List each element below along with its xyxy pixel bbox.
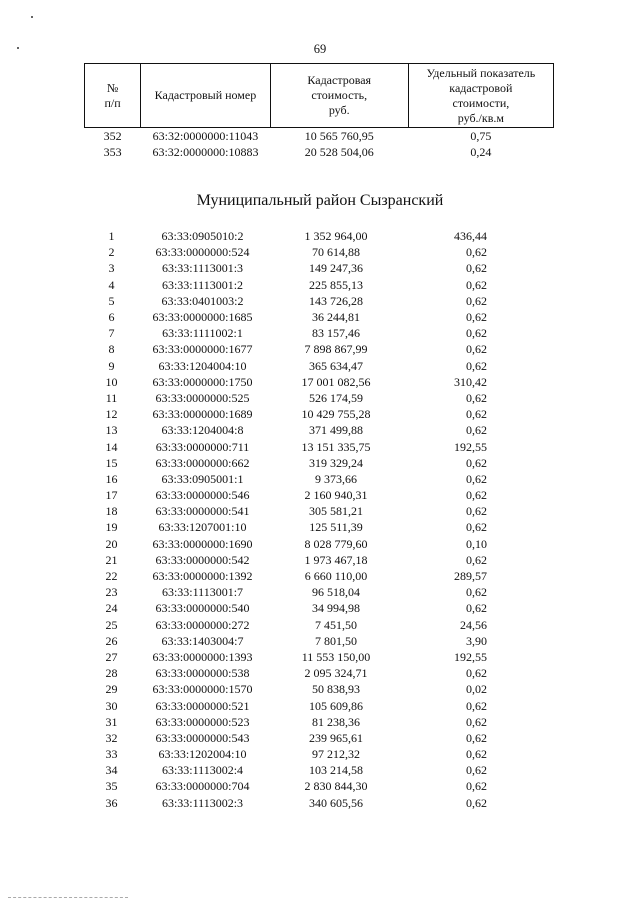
row-number: 21 bbox=[105, 552, 118, 567]
specific-indicator: 192,55 bbox=[454, 439, 487, 454]
cadastral-cost: 2 160 940,31 bbox=[304, 488, 368, 503]
specific-indicator: 0,62 bbox=[466, 326, 487, 341]
cadastral-number: 63:33:0000000:525 bbox=[155, 390, 250, 405]
table-row bbox=[84, 762, 554, 778]
row-number: 32 bbox=[105, 730, 118, 745]
table-row bbox=[85, 128, 554, 145]
row-number: 20 bbox=[105, 536, 118, 551]
specific-indicator: 0,62 bbox=[466, 358, 487, 373]
cadastral-cost: 96 518,04 bbox=[312, 585, 360, 600]
top-rows bbox=[85, 128, 554, 161]
row-number: 6 bbox=[108, 310, 115, 325]
cadastral-number: 63:33:1113002:3 bbox=[161, 795, 244, 810]
cadastral-cost: 125 511,39 bbox=[309, 520, 363, 535]
cadastral-number: 63:33:0905001:1 bbox=[161, 471, 244, 486]
specific-indicator: 0,62 bbox=[466, 714, 487, 729]
cadastral-cost: 34 994,98 bbox=[312, 601, 360, 616]
cadastral-cost: 239 965,61 bbox=[309, 730, 363, 745]
row-number: 14 bbox=[105, 439, 118, 454]
row-number: 33 bbox=[105, 747, 118, 762]
specific-indicator: 0,62 bbox=[466, 293, 487, 308]
row-number: 5 bbox=[108, 293, 115, 308]
cadastral-number: 63:33:1113001:7 bbox=[161, 585, 244, 600]
specific-indicator: 0,62 bbox=[466, 747, 487, 762]
cadastral-cost: 365 634,47 bbox=[309, 358, 363, 373]
table-row bbox=[84, 633, 554, 649]
cadastral-cost: 149 247,36 bbox=[309, 261, 363, 276]
specific-indicator: 0,62 bbox=[466, 488, 487, 503]
cadastral-cost: 526 174,59 bbox=[309, 390, 363, 405]
table-row bbox=[84, 584, 554, 600]
cadastral-cost: 105 609,86 bbox=[309, 698, 363, 713]
table-row bbox=[84, 600, 554, 616]
table-row bbox=[84, 697, 554, 713]
cadastral-number: 63:33:0000000:1689 bbox=[152, 407, 253, 422]
cadastral-number: 63:33:0000000:662 bbox=[155, 455, 250, 470]
cadastral-number: 63:33:1202004:10 bbox=[158, 747, 247, 762]
table-row bbox=[84, 568, 554, 584]
specific-indicator: 0,62 bbox=[466, 504, 487, 519]
row-number: 24 bbox=[105, 601, 118, 616]
row-number: 13 bbox=[105, 423, 118, 438]
cadastral-cost: 83 157,46 bbox=[312, 326, 360, 341]
cadastral-number: 63:33:0000000:523 bbox=[155, 714, 250, 729]
specific-indicator: 310,42 bbox=[454, 374, 487, 389]
row-number: 26 bbox=[105, 633, 118, 648]
row-number: 25 bbox=[105, 617, 118, 632]
table-row bbox=[84, 358, 554, 374]
specific-indicator: 0,62 bbox=[466, 390, 487, 405]
cadastral-cost: 9 373,66 bbox=[315, 471, 357, 486]
row-number: 8 bbox=[108, 342, 115, 357]
cadastral-cost: 10 429 755,28 bbox=[301, 407, 371, 422]
row-number: 17 bbox=[105, 488, 118, 503]
row-number: 22 bbox=[105, 569, 118, 584]
table-row bbox=[84, 341, 554, 357]
specific-indicator: 0,62 bbox=[466, 245, 487, 260]
header-cost: Кадастровая стоимость, руб. bbox=[270, 64, 408, 128]
cadastral-number: 63:33:0000000:1750 bbox=[152, 374, 253, 389]
table-row bbox=[84, 325, 554, 341]
specific-indicator: 0,62 bbox=[466, 520, 487, 535]
cadastral-number: 63:33:0000000:546 bbox=[155, 488, 250, 503]
specific-indicator: 0,62 bbox=[466, 698, 487, 713]
section-title: Муниципальный район Сызранский bbox=[196, 192, 444, 209]
header-indicator: Удельный показатель кадастровой стоимости, руб./кв.м bbox=[408, 64, 553, 128]
header-row bbox=[85, 64, 554, 128]
row-number: 10 bbox=[105, 374, 118, 389]
cadastral-cost: 97 212,32 bbox=[312, 747, 360, 762]
cadastral-number: 63:33:0000000:704 bbox=[155, 779, 250, 794]
cadastral-number: 63:33:0000000:524 bbox=[155, 245, 250, 260]
header-table bbox=[84, 63, 554, 160]
specific-indicator: 24,56 bbox=[460, 617, 487, 632]
row-number: 36 bbox=[105, 795, 118, 810]
specific-indicator: 3,90 bbox=[466, 633, 487, 648]
cadastral-number: 63:33:0000000:543 bbox=[155, 730, 250, 745]
specific-indicator: 192,55 bbox=[454, 649, 487, 664]
table-row bbox=[84, 438, 554, 454]
cadastral-cost: 1 352 964,00 bbox=[304, 229, 368, 244]
cadastral-cost: 81 238,36 bbox=[312, 714, 360, 729]
table-row bbox=[84, 406, 554, 422]
table-row bbox=[84, 746, 554, 762]
specific-indicator: 0,02 bbox=[466, 682, 487, 697]
cadastral-cost: 7 898 867,99 bbox=[304, 342, 368, 357]
specific-indicator: 436,44 bbox=[454, 229, 487, 244]
cadastral-cost: 2 830 844,30 bbox=[304, 779, 368, 794]
specific-indicator: 0,62 bbox=[466, 261, 487, 276]
cadastral-cost: 2 095 324,71 bbox=[304, 666, 368, 681]
table-row bbox=[84, 649, 554, 665]
specific-indicator: 0,62 bbox=[466, 455, 487, 470]
specific-indicator: 0,62 bbox=[466, 795, 487, 810]
table-row bbox=[84, 455, 554, 471]
specific-indicator: 0,62 bbox=[466, 779, 487, 794]
cadastral-number: 63:33:1403004:7 bbox=[161, 633, 244, 648]
cadastral-number: 63:33:1111002:1 bbox=[162, 326, 243, 341]
table-row bbox=[84, 277, 554, 293]
cadastral-cost: 11 553 150,00 bbox=[301, 649, 371, 664]
cadastral-number: 63:33:1113001:2 bbox=[161, 277, 244, 292]
cadastral-number: 63:33:0000000:1685 bbox=[152, 310, 253, 325]
cadastral-number: 63:33:0000000:538 bbox=[155, 666, 250, 681]
specific-indicator: 0,62 bbox=[466, 666, 487, 681]
cadastral-cost: 371 499,88 bbox=[309, 423, 363, 438]
row-number: 29 bbox=[105, 682, 118, 697]
specific-indicator: 0,62 bbox=[466, 407, 487, 422]
cadastral-cost: 13 151 335,75 bbox=[301, 439, 371, 454]
row-number: 30 bbox=[105, 698, 118, 713]
cadastral-cost: 70 614,88 bbox=[312, 245, 360, 260]
specific-indicator: 0,62 bbox=[466, 552, 487, 567]
row-number: 28 bbox=[105, 666, 118, 681]
header-num: № п/п bbox=[85, 64, 141, 128]
row-number: 1 bbox=[108, 229, 115, 244]
row-number: 34 bbox=[105, 763, 118, 778]
row-number: 353 bbox=[103, 145, 122, 159]
table-row bbox=[85, 144, 554, 160]
cadastral-number: 63:33:1113001:3 bbox=[161, 261, 244, 276]
page-number: 69 bbox=[313, 42, 327, 56]
cadastral-number: 63:33:1204004:10 bbox=[158, 358, 247, 373]
cadastral-cost: 1 973 467,18 bbox=[304, 552, 368, 567]
table-row bbox=[84, 471, 554, 487]
cadastral-number: 63:33:0000000:1393 bbox=[152, 649, 253, 664]
table-row bbox=[84, 681, 554, 697]
cadastral-number: 63:33:0000000:1392 bbox=[152, 569, 253, 584]
row-number: 11 bbox=[105, 390, 118, 405]
cadastral-number: 63:33:1113002:4 bbox=[161, 763, 244, 778]
cadastral-cost: 17 001 082,56 bbox=[301, 374, 371, 389]
cadastral-number: 63:33:1207001:10 bbox=[158, 520, 247, 535]
cadastral-number: 63:33:0000000:711 bbox=[155, 439, 250, 454]
cadastral-cost: 319 329,24 bbox=[309, 455, 363, 470]
cadastral-number: 63:33:0000000:521 bbox=[155, 698, 250, 713]
cadastral-number: 63:33:0000000:1690 bbox=[152, 536, 253, 551]
table-row bbox=[84, 665, 554, 681]
specific-indicator: 0,62 bbox=[466, 730, 487, 745]
table-row bbox=[84, 552, 554, 568]
cadastral-number: 63:33:0000000:1677 bbox=[152, 342, 253, 357]
cadastral-cost: 143 726,28 bbox=[309, 293, 363, 308]
main-table bbox=[84, 228, 554, 811]
row-number: 12 bbox=[105, 407, 118, 422]
row-number: 2 bbox=[108, 245, 115, 260]
cadastral-cost: 7 451,50 bbox=[315, 617, 357, 632]
row-number: 9 bbox=[108, 358, 115, 373]
specific-indicator: 0,62 bbox=[466, 342, 487, 357]
cadastral-cost: 8 028 779,60 bbox=[304, 536, 368, 551]
specific-indicator: 0,62 bbox=[466, 601, 487, 616]
row-number: 4 bbox=[108, 277, 115, 292]
main-rows bbox=[84, 228, 554, 811]
row-number: 16 bbox=[105, 471, 118, 486]
row-number: 27 bbox=[105, 649, 118, 664]
specific-indicator: 0,62 bbox=[466, 310, 487, 325]
cadastral-number: 63:33:0000000:540 bbox=[155, 601, 250, 616]
table-row bbox=[84, 228, 554, 244]
cadastral-number: 63:33:0000000:541 bbox=[155, 504, 250, 519]
table-row bbox=[84, 714, 554, 730]
row-number: 31 bbox=[105, 714, 118, 729]
footer-line bbox=[8, 897, 128, 898]
row-number: 3 bbox=[108, 261, 115, 276]
table-row bbox=[84, 730, 554, 746]
table-row bbox=[84, 244, 554, 260]
table-row bbox=[84, 487, 554, 503]
specific-indicator: 0,62 bbox=[466, 763, 487, 778]
cadastral-cost: 6 660 110,00 bbox=[304, 569, 368, 584]
cadastral-number: 63:33:0000000:542 bbox=[155, 552, 250, 567]
table-row bbox=[84, 617, 554, 633]
cadastral-cost: 7 801,50 bbox=[315, 633, 357, 648]
row-number: 7 bbox=[108, 326, 115, 341]
cadastral-cost: 340 605,56 bbox=[309, 795, 363, 810]
cadastral-number: 63:33:0401003:2 bbox=[161, 293, 244, 308]
table-row bbox=[84, 293, 554, 309]
cadastral-cost: 225 855,13 bbox=[309, 277, 363, 292]
specific-indicator: 289,57 bbox=[454, 569, 487, 584]
cadastral-number: 63:32:0000000:11043 bbox=[152, 129, 259, 143]
table-row bbox=[84, 309, 554, 325]
specific-indicator: 0,62 bbox=[466, 585, 487, 600]
row-number: 35 bbox=[105, 779, 118, 794]
specific-indicator: 0,62 bbox=[466, 423, 487, 438]
cadastral-number: 63:33:0905010:2 bbox=[161, 229, 244, 244]
row-number: 352 bbox=[103, 129, 122, 143]
table-row bbox=[84, 260, 554, 276]
cadastral-cost: 36 244,81 bbox=[312, 310, 360, 325]
specific-indicator: 0,24 bbox=[470, 145, 492, 159]
table-row bbox=[84, 390, 554, 406]
specific-indicator: 0,62 bbox=[466, 471, 487, 486]
row-number: 19 bbox=[105, 520, 118, 535]
specific-indicator: 0,10 bbox=[466, 536, 487, 551]
row-number: 15 bbox=[105, 455, 118, 470]
table-row bbox=[84, 519, 554, 535]
specific-indicator: 0,75 bbox=[470, 129, 492, 143]
table-row bbox=[84, 374, 554, 390]
cadastral-number: 63:32:0000000:10883 bbox=[152, 145, 259, 159]
row-number: 23 bbox=[105, 585, 118, 600]
cadastral-number: 63:33:1204004:8 bbox=[161, 423, 244, 438]
cadastral-cost: 50 838,93 bbox=[312, 682, 360, 697]
table-row bbox=[84, 536, 554, 552]
table-row bbox=[84, 422, 554, 438]
row-number: 18 bbox=[105, 504, 118, 519]
table-row bbox=[84, 795, 554, 811]
specific-indicator: 0,62 bbox=[466, 277, 487, 292]
cadastral-number: 63:33:0000000:1570 bbox=[152, 682, 253, 697]
cadastral-number: 63:33:0000000:272 bbox=[155, 617, 250, 632]
cadastral-cost: 20 528 504,06 bbox=[304, 145, 374, 159]
cadastral-cost: 103 214,58 bbox=[309, 763, 363, 778]
scan-speck bbox=[31, 16, 33, 18]
cadastral-cost: 305 581,21 bbox=[309, 504, 363, 519]
table-row bbox=[84, 778, 554, 794]
header-cadastral: Кадастровый номер bbox=[141, 64, 271, 128]
cadastral-cost: 10 565 760,95 bbox=[304, 129, 374, 143]
table-row bbox=[84, 503, 554, 519]
